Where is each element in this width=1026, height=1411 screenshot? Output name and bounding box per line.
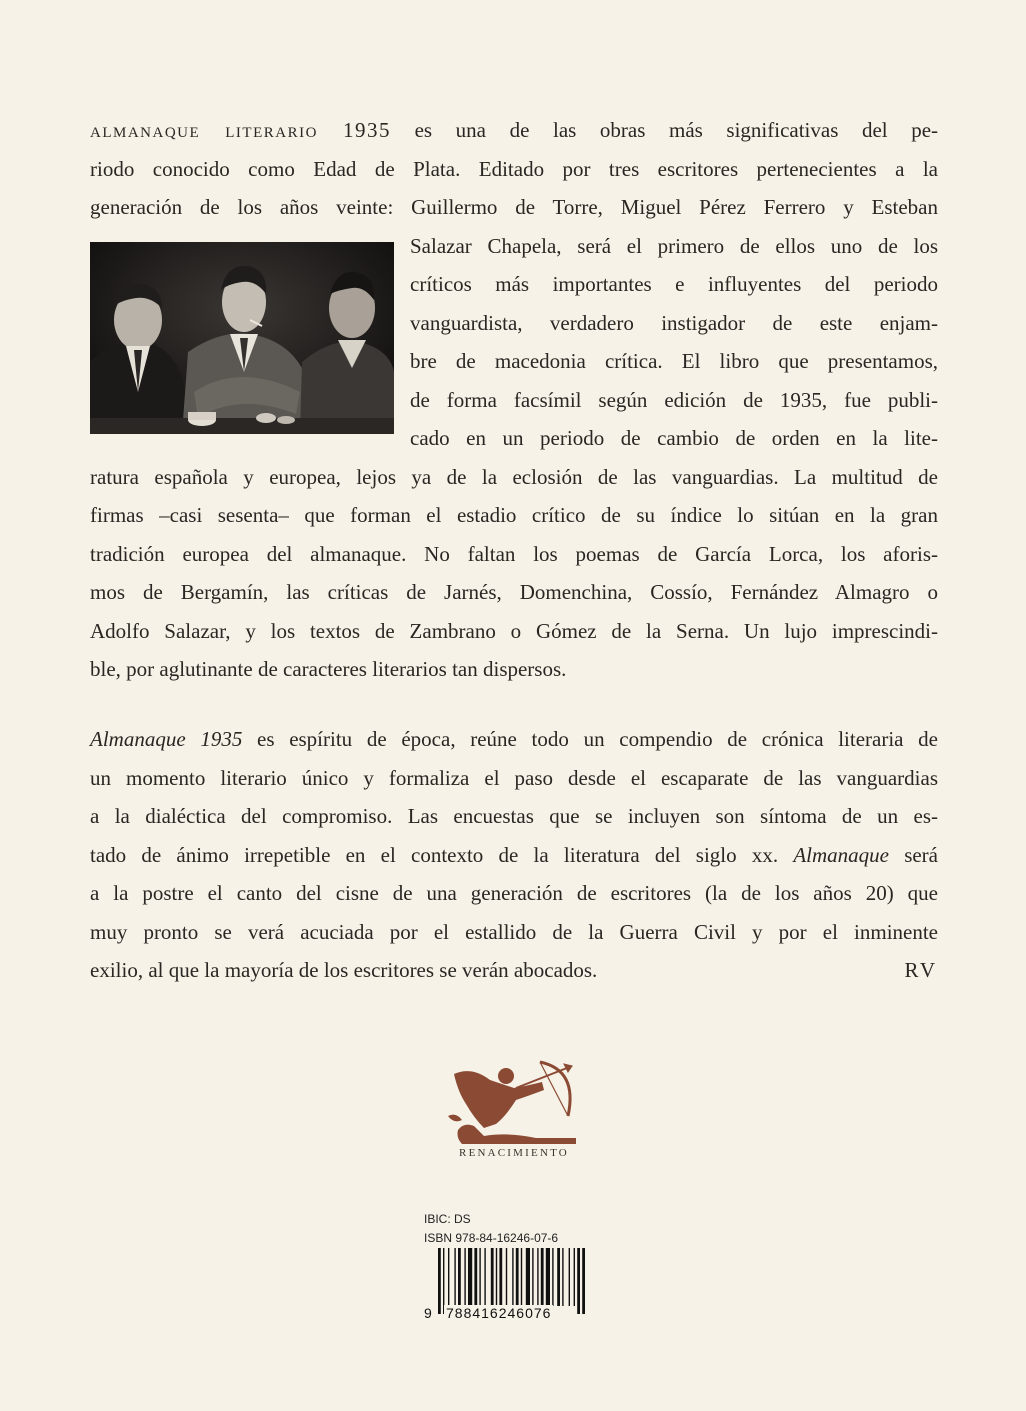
barcode-bar xyxy=(577,1248,580,1314)
barcode-number: 788416246076 xyxy=(446,1305,552,1321)
text-line: ratura española y europea, lejos ya de la eclosión de las vanguardias. La multitud de xyxy=(90,464,938,489)
barcode-bar xyxy=(574,1248,575,1306)
barcode-bar xyxy=(454,1248,455,1306)
archer-icon xyxy=(444,1052,584,1148)
barcode-bar xyxy=(484,1248,485,1306)
text-line: tado de ánimo irrepetible en el contexto de la literatura del siglo xx. Almanaque será xyxy=(90,842,938,867)
text-line: ble, por aglutinante de caracteres literarios tan dispersos. xyxy=(90,657,567,681)
lead-title: almanaque literario 1935 xyxy=(90,118,391,142)
text-line: tradición europea del almanaque. No faltan los poemas de García Lorca, los aforis- xyxy=(90,541,938,566)
text-line: un momento literario único y formaliza el paso desde el escaparate de las vanguardias xyxy=(90,765,938,790)
text-line: almanaque literario 1935 es una de las obras más significativas del pe- xyxy=(90,118,939,142)
publisher-logo xyxy=(444,1052,584,1162)
barcode-bar xyxy=(458,1248,461,1306)
barcode xyxy=(424,1248,614,1338)
barcode-bar xyxy=(552,1248,553,1306)
barcode-bar xyxy=(526,1248,530,1306)
photo-image xyxy=(90,242,394,434)
barcode-bar xyxy=(464,1248,465,1306)
text-line: a la postre el canto del cisne de una generación de escritores (la de los años 20) que xyxy=(90,881,938,905)
ibic-code: IBIC: DS xyxy=(424,1212,471,1226)
barcode-bar xyxy=(521,1248,522,1306)
barcode-bar xyxy=(496,1248,497,1306)
text-line: muy pronto se verá acuciada por el estallido de la Guerra Civil y por el inminente xyxy=(90,919,938,944)
isbn-number: ISBN 978-84-16246-07-6 xyxy=(424,1231,559,1245)
photo-three-writers xyxy=(90,242,394,434)
barcode-bar xyxy=(537,1248,538,1306)
text-line: críticos más importantes e influyentes del periodo xyxy=(410,272,938,296)
text-line: Almanaque 1935 es espíritu de época, reúne todo un compendio de crónica literaria de xyxy=(90,727,938,751)
text-line: Salazar Chapela, será el primero de ellos uno de los xyxy=(410,233,938,258)
barcode-bar xyxy=(506,1248,507,1306)
italic-title: Almanaque xyxy=(793,842,889,867)
text-line: exilio, al que la mayoría de los escritores se verán abocados. RV xyxy=(90,951,938,990)
barcode-bar xyxy=(562,1248,563,1306)
publisher-name: RENACIMIENTO xyxy=(459,1147,569,1159)
text-line: firmas –casi sesenta– que forman el estadio crítico de su índice lo sitúan en la gran xyxy=(90,503,938,527)
text-line: de forma facsímil según edición de 1935, fue publi- xyxy=(410,387,938,412)
barcode-bar xyxy=(546,1248,550,1306)
barcode-bar xyxy=(557,1248,560,1306)
text-line: cado en un periodo de cambio de orden en la lite- xyxy=(410,426,938,450)
text-line: mos de Bergamín, las críticas de Jarnés, Domenchina, Cossío, Fernández Almagro o xyxy=(90,580,938,604)
barcode-bar xyxy=(532,1248,533,1306)
text-line: vanguardista, verdadero instigador de este enjam- xyxy=(410,310,938,335)
blurb-paragraph-2 xyxy=(90,720,938,990)
barcode-bar xyxy=(468,1248,472,1306)
barcode-bar xyxy=(474,1248,477,1306)
barcode-first-digit: 9 xyxy=(424,1305,433,1321)
text-line: bre de macedonia crítica. El libro que presentamos, xyxy=(410,349,938,373)
barcode-bar xyxy=(569,1248,570,1306)
text-line: a la dialéctica del compromiso. Las encuestas que se incluyen son síntoma de un es- xyxy=(90,804,938,828)
barcode-bar xyxy=(499,1248,502,1306)
signature: RV xyxy=(904,958,938,982)
text-line: riodo conocido como Edad de Plata. Editado por tres escritores pertenecientes a la xyxy=(90,156,938,181)
barcode-bar xyxy=(479,1248,480,1306)
barcode-bar xyxy=(541,1248,544,1306)
barcode-bar xyxy=(491,1248,494,1306)
barcode-bar xyxy=(448,1248,449,1306)
barcode-bar xyxy=(582,1248,585,1314)
isbn-info xyxy=(424,1212,558,1250)
barcode-bar xyxy=(438,1248,441,1314)
text-line: generación de los años veinte: Guillermo de Torre, Miguel Pérez Ferrero y Esteban xyxy=(90,195,938,219)
text-line: Adolfo Salazar, y los textos de Zambrano o Gómez de la Serna. Un lujo imprescindi- xyxy=(90,618,938,643)
italic-title: Almanaque 1935 xyxy=(90,727,243,751)
